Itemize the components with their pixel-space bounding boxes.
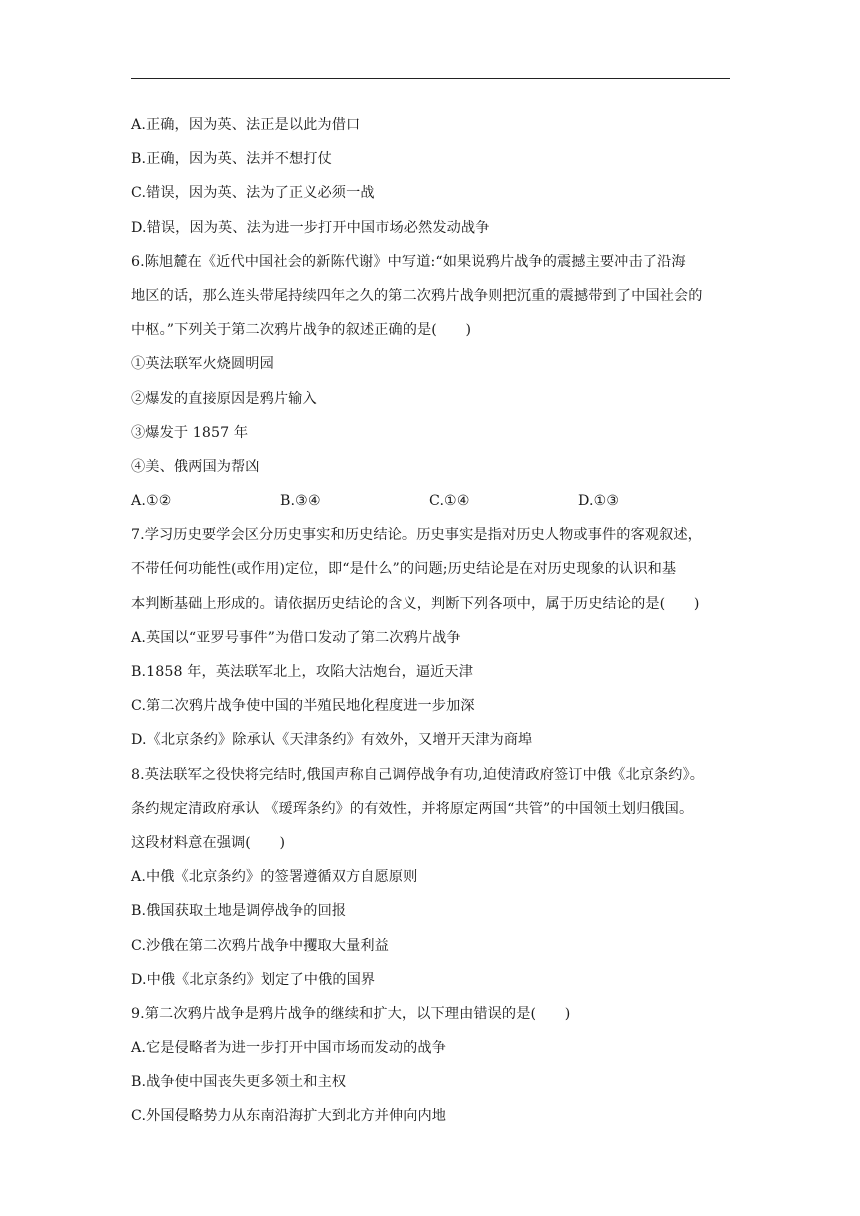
q8-stem-line-1: 8.英法联军之役快将完结时,俄国声称自己调停战争有功,迫使清政府签订中俄《北京条约》。 — [131, 766, 705, 783]
q7-stem-line-2: 不带任何功能性(或作用)定位，即“是什么”的问题;历史结论是在对历史现象的认识和基 — [131, 561, 677, 578]
q8-option-a: A.中俄《北京条约》的签署遵循双方自愿原则 — [131, 869, 418, 886]
q7-stem-line-1: 7.学习历史要学会区分历史事实和历史结论。历史事实是指对历史人物或事件的客观叙述， — [131, 527, 702, 544]
q5-option-b: B.正确，因为英、法并不想打仗 — [131, 151, 332, 168]
question-content — [131, 108, 737, 1134]
q6-item-4: ④美、俄两国为帮凶 — [131, 458, 260, 475]
q5-option-c: C.错误，因为英、法为了正义必须一战 — [131, 185, 375, 202]
q6-item-3: ③爆发于 1857 年 — [131, 424, 249, 441]
q7-option-c: C.第二次鸦片战争使中国的半殖民地化程度进一步加深 — [131, 698, 475, 715]
q5-option-a: A.正确，因为英、法正是以此为借口 — [131, 117, 361, 133]
q9-option-b: B.战争使中国丧失更多领土和主权 — [131, 1074, 347, 1091]
q6-item-2: ②爆发的直接原因是鸦片输入 — [131, 390, 317, 407]
q7-option-a: A.英国以“亚罗号事件”为借口发动了第二次鸦片战争 — [131, 629, 461, 646]
q7-option-b: B.1858 年，英法联军北上，攻陷大沽炮台，逼近天津 — [131, 664, 474, 680]
q8-option-b: B.俄国获取土地是调停战争的回报 — [131, 903, 347, 920]
q6-options-row — [131, 484, 737, 518]
q7-option-d: D.《北京条约》除承认《天津条约》有效外，又增开天津为商埠 — [131, 732, 533, 749]
q6-stem-line-1: 6.陈旭麓在《近代中国社会的新陈代谢》中写道:“如果说鸦片战争的震撼主要冲击了沿海 — [131, 253, 686, 270]
q9-option-a: A.它是侵略者为进一步打开中国市场而发动的战争 — [131, 1040, 446, 1057]
q6-option-d: D.①③ — [578, 493, 620, 510]
q6-item-1: ①英法联军火烧圆明园 — [131, 356, 274, 373]
header-rule — [131, 78, 730, 79]
q8-stem-line-3: 这段材料意在强调( ) — [131, 834, 286, 851]
q6-option-b: B.③④ — [280, 493, 321, 510]
q8-stem-line-2: 条约规定清政府承认 《瑷珲条约》的有效性，并将原定两国“共管”的中国领土划归俄国。 — [131, 800, 694, 817]
q9-option-c: C.外国侵略势力从东南沿海扩大到北方并伸向内地 — [131, 1108, 447, 1125]
q8-option-c: C.沙俄在第二次鸦片战争中攫取大量利益 — [131, 937, 389, 954]
q6-stem-line-2: 地区的话，那么连头带尾持续四年之久的第二次鸦片战争则把沉重的震撼带到了中国社会的 — [131, 287, 703, 304]
q6-option-a: A.①② — [131, 493, 172, 510]
q8-option-d: D.中俄《北京条约》划定了中俄的国界 — [131, 971, 376, 988]
q7-stem-line-3: 本判断基础上形成的。请依据历史结论的含义，判断下列各项中，属于历史结论的是( ) — [131, 595, 700, 612]
q9-stem-line-1: 9.第二次鸦片战争是鸦片战争的继续和扩大，以下理由错误的是( ) — [131, 1005, 571, 1022]
q6-stem-line-3: 中枢。”下列关于第二次鸦片战争的叙述正确的是( ) — [131, 322, 472, 339]
q6-option-c: C.①④ — [429, 493, 470, 510]
q5-option-d: D.错误，因为英、法为进一步打开中国市场必然发动战争 — [131, 219, 490, 236]
